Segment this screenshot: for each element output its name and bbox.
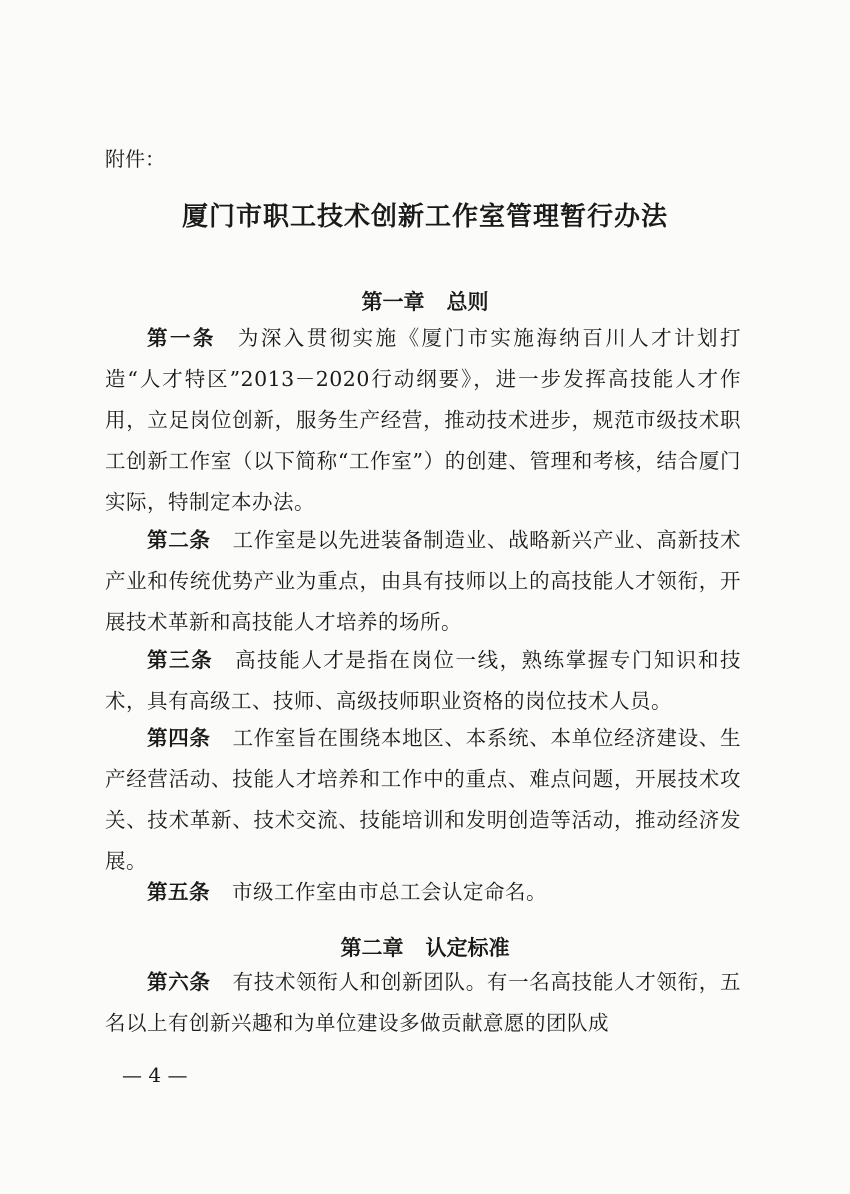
article-6-text: 有技术领衔人和创新团队。有一名高技能人才领衔，五名以上有创新兴趣和为单位建设多做贡献意愿的团队成 xyxy=(105,970,741,1035)
article-4-text: 工作室旨在围绕本地区、本系统、本单位经济建设、生产经营活动、技能人才培养和工作中的重点、难点问题，开展技术攻关、技术革新、技术交流、技能培训和发明创造等活动，推动经济发展。 xyxy=(105,726,741,873)
article-2 xyxy=(105,520,741,643)
article-1 xyxy=(105,318,741,523)
article-5-text: 市级工作室由市总工会认定命名。 xyxy=(232,880,547,904)
article-4-head: 第四条 xyxy=(147,726,211,750)
article-5 xyxy=(105,872,741,913)
article-1-text: 为深入贯彻实施《厦门市实施海纳百川人才计划打造“人才特区”2013－2020行动纲要》，进一步发挥高技能人才作用，立足岗位创新，服务生产经营，推动技术进步，规范市级技术职工创新工作室（以下简称“工作室”）的创建、管理和考核，结合厦门实际，特制定本办法。 xyxy=(105,326,741,514)
chapter-1-heading xyxy=(0,286,850,316)
chapter-2-heading xyxy=(0,932,850,962)
page-number: — 4 — xyxy=(122,1063,188,1087)
chapter-2-label: 第二章 xyxy=(340,936,404,960)
document-title: 厦门市职工技术创新工作室管理暂行办法 xyxy=(181,202,668,232)
attachment-label: 附件： xyxy=(105,147,165,171)
article-3 xyxy=(105,640,741,722)
article-1-head: 第一条 xyxy=(147,326,216,350)
chapter-2-name: 认定标准 xyxy=(425,936,510,960)
chapter-1-label: 第一章 xyxy=(361,290,425,314)
article-6 xyxy=(105,962,741,1044)
article-5-head: 第五条 xyxy=(147,880,210,904)
article-2-text: 工作室是以先进装备制造业、战略新兴产业、高新技术产业和传统优势产业为重点，由具有技师以上的高技能人才领衔，开展技术革新和高技能人才培养的场所。 xyxy=(105,528,741,634)
chapter-1-name: 总则 xyxy=(446,290,489,314)
article-3-head: 第三条 xyxy=(147,648,214,672)
article-3-text: 高技能人才是指在岗位一线，熟练掌握专门知识和技术，具有高级工、技师、高级技师职业资格的岗位技术人员。 xyxy=(105,648,742,713)
article-2-head: 第二条 xyxy=(147,528,211,552)
article-4 xyxy=(105,718,741,882)
article-6-head: 第六条 xyxy=(147,970,211,994)
